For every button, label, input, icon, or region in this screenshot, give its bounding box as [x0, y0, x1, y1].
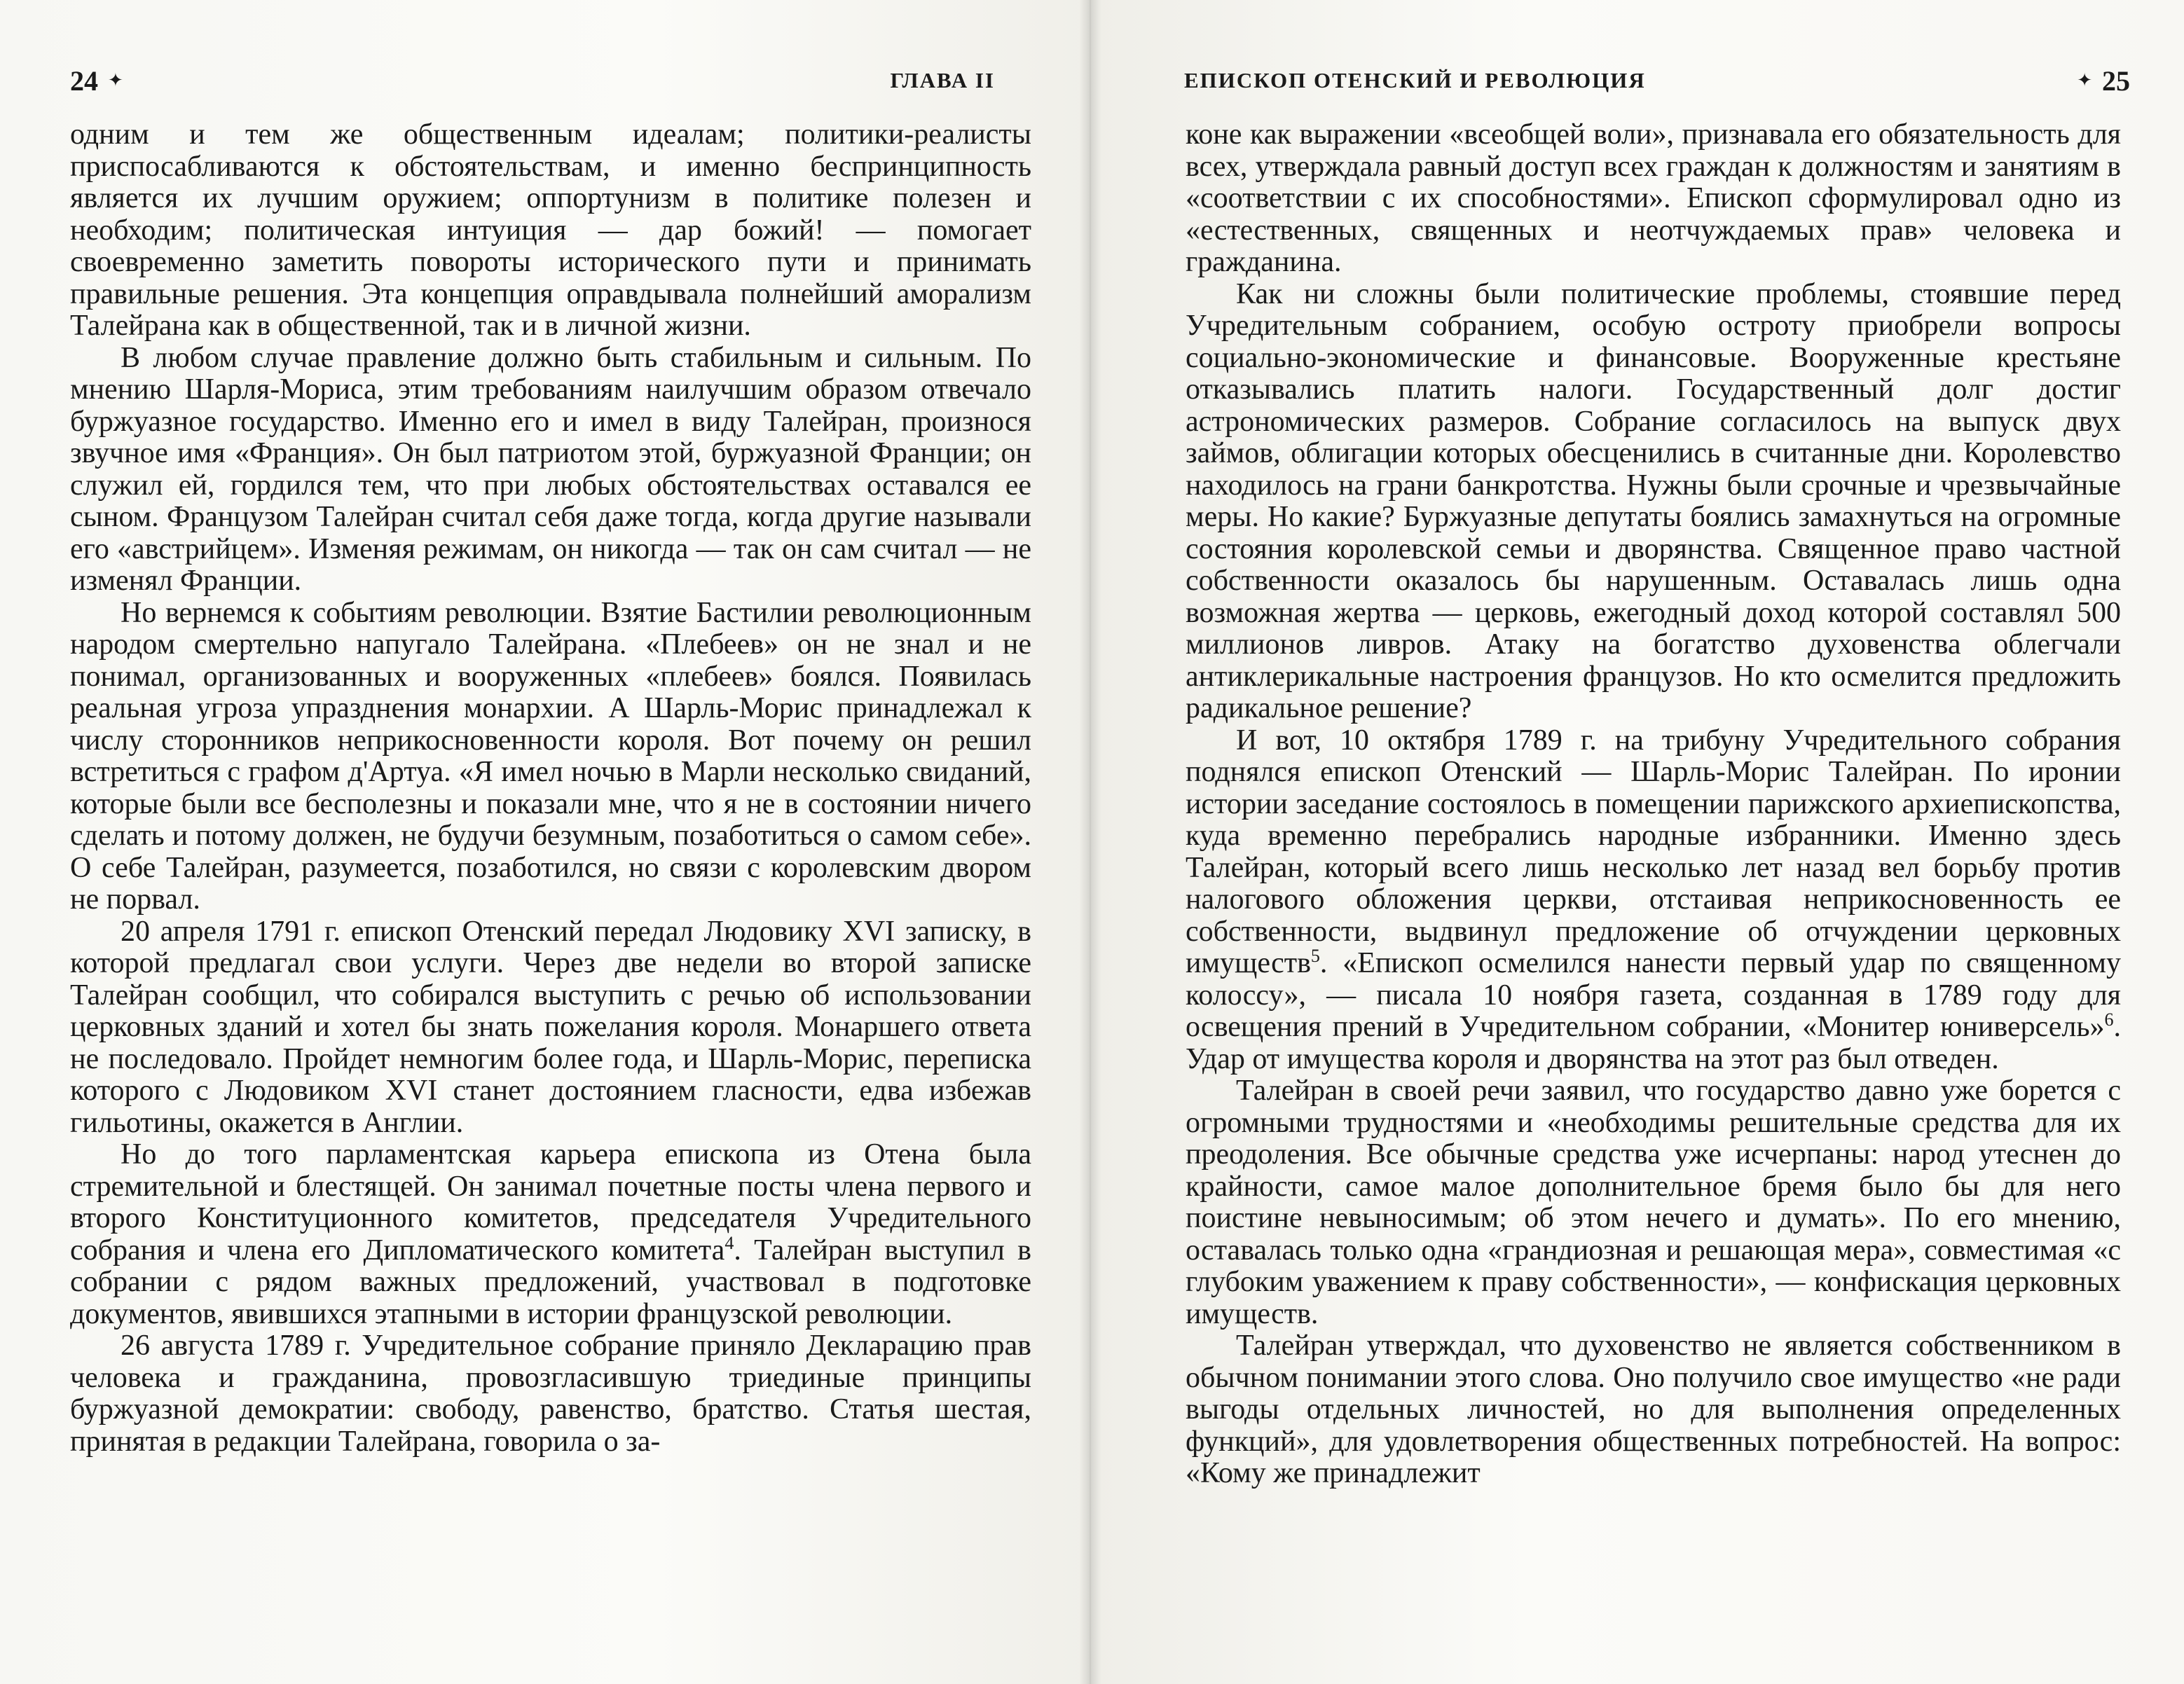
right-page-number-group [2067, 64, 2130, 97]
footnote-marker: 5 [1310, 946, 1320, 966]
left-page-number: 24 [70, 64, 98, 97]
paragraph: Талейран утверждал, что духовенство не является собственником в обычном понимании этого слова. Оно получило свое имущество «не ради выгоды отдельных личностей, но для выполнения определенных функций», для удовлетворения общественных потребностей. На вопрос: «Кому же принадлежит [1186, 1330, 2121, 1489]
right-page-header [1184, 56, 2130, 105]
paragraph: В любом случае правление должно быть стабильным и сильным. По мнению Шарля-Мориса, этим требованиям наилучшим образом отвечало буржуазное государство. Именно его и имел в виду Талейран, произнося звучное имя «Франция». Он был патриотом этой, буржуазной Франции; он служил ей, гордился тем, что при любых обстоятельствах оставался ее сыном. Французом Талейран считал себя даже тогда, когда другие называли его «австрийцем». Изменяя режимам, он никогда — так он сам считал — не изменял Франции. [70, 341, 1031, 597]
paragraph-text: И вот, 10 октября 1789 г. на трибуну Учредительного собрания поднялся епископ Отенский — Шарль-Морис Талейран. По иронии истории заседание состоялось в помещении парижского архиепископства, куда временно перебрались народные избранники. Именно здесь Талейран, который всего лишь несколько лет назад вел борьбу против налогового обложения церкви, отстаивая неприкосновенность ее собственности, выдвинул предложение об отчуждении церковных имуществ [1186, 724, 2121, 979]
paragraph-text: . Талейран выступил в собрании с рядом важных предложений, участвовал в подготовке документов, явившихся этапными в истории французской революции. [70, 1234, 1031, 1330]
left-page-body [70, 119, 1031, 1458]
footnote-marker: 6 [2104, 1009, 2114, 1030]
right-page-number: 25 [2102, 64, 2130, 97]
paragraph: коне как выражении «всеобщей воли», признавала его обязательность для всех, утверждала равный доступ всех граждан к должностям и занятиям в «соответствии с их способностями». Епископ сформулировал одно из «естественных, священных и неотчуждаемых прав» человека и гражданина. [1186, 118, 2121, 278]
ornament-star-icon: ✦ [2077, 70, 2092, 90]
paragraph: Но вернемся к событиям революции. Взятие Бастилии революционным народом смертельно напугало Талейрана. «Плебеев» он не знал и не понимал, организованных и вооруженных «плебеев» боялся. Появилась реальная угроза упразднения монархии. А Шарль-Морис принадлежал к числу сторонников неприкосновенности короля. Вот почему он решил встретиться с графом д'Артуа. «Я имел ночью в Марли несколько свиданий, которые были все бесполезны и показали мне, что я не в состоянии ничего сделать и потому должен, не будучи безумным, позаботиться о самом себе». О себе Талейран, разумеется, позаботился, но связи с королевским двором не порвал. [70, 596, 1031, 916]
ornament-star-icon: ✦ [108, 70, 123, 90]
left-running-head: ГЛАВА II [890, 68, 995, 92]
paragraph-text: Но до того парламентская карьера епископа из Отена была стремительной и блестящей. Он занимал почетные посты члена первого и второго Конституционного комитетов, председателя Учредительного собрания и члена его Дипломатического комитета [70, 1138, 1031, 1267]
paragraph: 20 апреля 1791 г. епископ Отенский передал Людовику XVI записку, в которой предлагал свои услуги. Через две недели во второй записке Талейран сообщил, что собирался выступить с речью об использовании церковных зданий и хотел бы знать пожелания короля. Монаршего ответа не последовало. Пройдет немногим более года, и Шарль-Морис, переписка которого с Людовиком XVI станет достоянием гласности, едва избежав гильотины, окажется в Англии. [70, 915, 1031, 1139]
paragraph: одним и тем же общественным идеалам; политики-реалисты приспосабливаются к обстоятельствам, и именно беспринципность является их лучшим оружием; оппортунизм в политике полезен и необходим; политическая интуиция — дар божий! — помогает своевременно заметить повороты исторического пути и принимать правильные решения. Эта концепция оправдывала полнейший аморализм Талейрана как в общественной, так и в личной жизни. [70, 118, 1031, 342]
footnote-marker: 4 [724, 1232, 734, 1253]
paragraph-with-footnotes [1186, 725, 2121, 1076]
book-gutter [1079, 0, 1101, 1684]
right-page-body [1186, 119, 2121, 1490]
left-page-header [70, 56, 1037, 105]
paragraph: 26 августа 1789 г. Учредительное собрание приняло Декларацию прав человека и гражданина, провозгласившую триединые принципы буржуазной демократии: свободу, равенство, братство. Статья шестая, принятая в редакции Талейрана, говорила о за- [70, 1330, 1031, 1458]
right-running-head: ЕПИСКОП ОТЕНСКИЙ И РЕВОЛЮЦИЯ [1184, 68, 1646, 92]
paragraph-text: . Удар от имущества короля и дворянства на этот раз был отведен. [1186, 1011, 2121, 1075]
paragraph: Талейран в своей речи заявил, что государство давно уже борется с огромными трудностями и «необходимы решительные средства для их преодоления. Все обычные средства уже исчерпаны: народ утеснен до крайности, самое малое дополнительное бремя было бы для него поистине невыносимым; об этом нечего и думать». По его мнению, оставалась только одна «грандиозная и решающая мера», совместимая «с глубоким уважением к праву собственности», — конфискация церковных имуществ. [1186, 1075, 2121, 1330]
paragraph-text: . «Епископ осмелился нанести первый удар по священному колоссу», — писала 10 ноября газета, созданная в 1789 году для освещения прений в Учредительном собрании, «Монитер юниверсель» [1186, 947, 2121, 1043]
paragraph-with-footnote [70, 1139, 1031, 1330]
paragraph: Как ни сложны были политические проблемы, стоявшие перед Учредительным собранием, особую остроту приобрели вопросы социально-экономические и финансовые. Вооруженные крестьяне отказывались платить налоги. Государственный долг достиг астрономических размеров. Собрание согласилось на выпуск двух займов, облигации которых обесценились в считанные дни. Королевство находилось на грани банкротства. Нужны были срочные и чрезвычайные меры. Но какие? Буржуазные депутаты боялись замахнуться на огромные состояния королевской семьи и дворянства. Священное право частной собственности оказалось бы нарушенным. Оставалась лишь одна возможная жертва — церковь, ежегодный доход которой составлял 500 миллионов ливров. Атаку на богатство духовенства облегчали антиклерикальные настроения французов. Но кто осмелится предложить радикальное решение? [1186, 277, 2121, 724]
